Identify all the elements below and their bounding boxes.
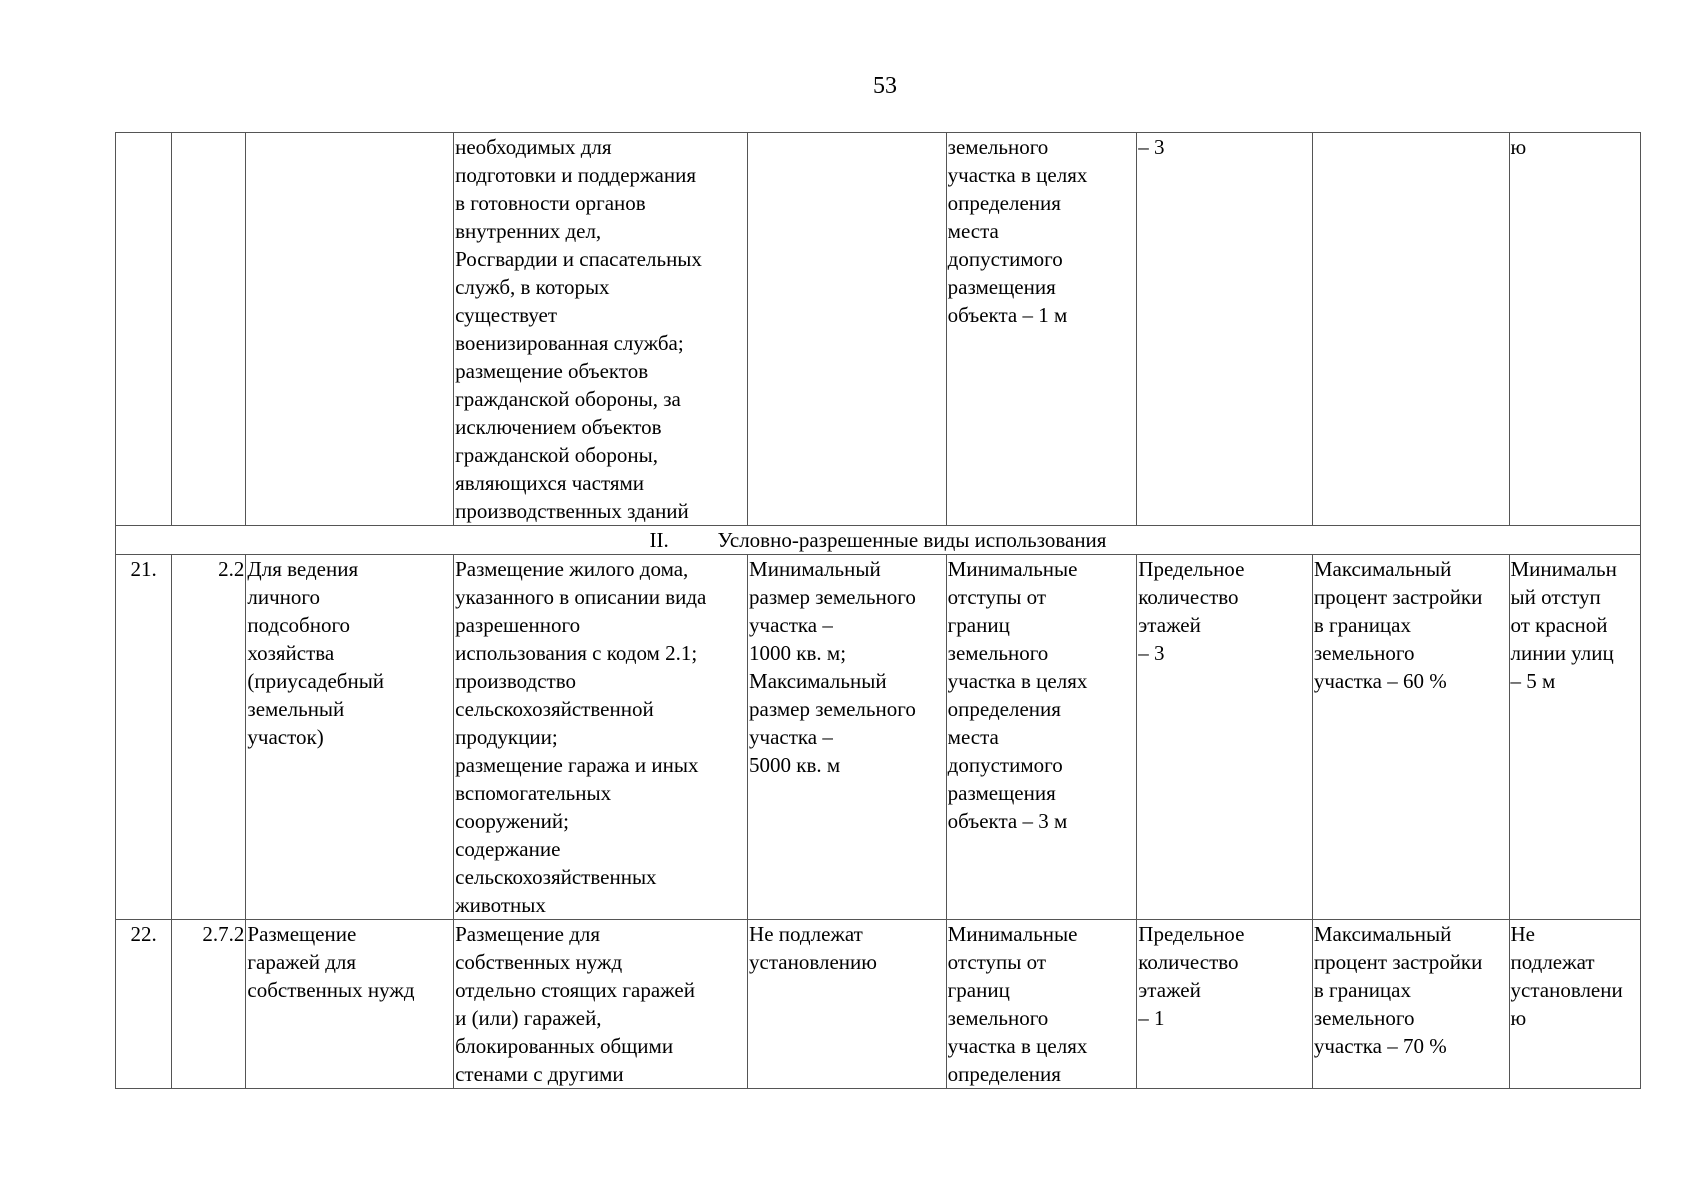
cell-name	[246, 133, 454, 526]
zoning-regulations-table	[115, 132, 1641, 1089]
cell-coverage	[1312, 133, 1509, 526]
cell-code: 2.2	[172, 555, 246, 920]
cell-floors: Предельное количество этажей – 1	[1137, 920, 1313, 1089]
cell-plot-size: Минимальный размер земельного участка – 1000 кв. м; Максимальный размер земельного участка – 5000 кв. м	[748, 555, 947, 920]
page-number: 53	[873, 73, 897, 99]
cell-description: Размещение жилого дома, указанного в описании вида разрешенного использования с кодом 2.1; производство сельскохозяйственной продукции; размещение гаража и иных вспомогательных сооружений; содержание сельскохозяйственных животных	[454, 555, 748, 920]
cell-floors: Предельное количество этажей – 3	[1137, 555, 1313, 920]
cell-coverage: Максимальный процент застройки в границах земельного участка – 70 %	[1312, 920, 1509, 1089]
cell-setbacks: земельного участка в целях определения места допустимого размещения объекта – 1 м	[946, 133, 1137, 526]
cell-plot-size	[748, 133, 947, 526]
cell-setbacks: Минимальные отступы от границ земельного участка в целях определения	[946, 920, 1137, 1089]
section-title: Условно-разрешенные виды использования	[717, 528, 1107, 552]
cell-description: необходимых для подготовки и поддержания в готовности органов внутренних дел, Росгвардии и спасательных служб, в которых существует военизированная служба; размещение объектов гражданской обороны, за исключением объектов гражданской обороны, являющихся частями производственных зданий	[454, 133, 748, 526]
section-header-row	[116, 526, 1641, 555]
cell-red-line: Минимальн ый отступ от красной линии улиц – 5 м	[1509, 555, 1641, 920]
cell-name: Размещение гаражей для собственных нужд	[246, 920, 454, 1089]
table-row	[116, 555, 1641, 920]
section-roman-numeral: II.	[649, 528, 669, 552]
cell-floors: – 3	[1137, 133, 1313, 526]
cell-code	[172, 133, 246, 526]
cell-name: Для ведения личного подсобного хозяйства (приусадебный земельный участок)	[246, 555, 454, 920]
table-row	[116, 920, 1641, 1089]
cell-description: Размещение для собственных нужд отдельно стоящих гаражей и (или) гаражей, блокированных общими стенами с другими	[454, 920, 748, 1089]
cell-plot-size: Не подлежат установлению	[748, 920, 947, 1089]
cell-code: 2.7.2	[172, 920, 246, 1089]
section-header	[116, 526, 1641, 555]
cell-num: 22.	[116, 920, 172, 1089]
cell-red-line: Не подлежат установлени ю	[1509, 920, 1641, 1089]
cell-num	[116, 133, 172, 526]
cell-red-line: ю	[1509, 133, 1641, 526]
cell-coverage: Максимальный процент застройки в границах земельного участка – 60 %	[1312, 555, 1509, 920]
table-row-continuation	[116, 133, 1641, 526]
cell-setbacks: Минимальные отступы от границ земельного участка в целях определения места допустимого размещения объекта – 3 м	[946, 555, 1137, 920]
cell-num: 21.	[116, 555, 172, 920]
